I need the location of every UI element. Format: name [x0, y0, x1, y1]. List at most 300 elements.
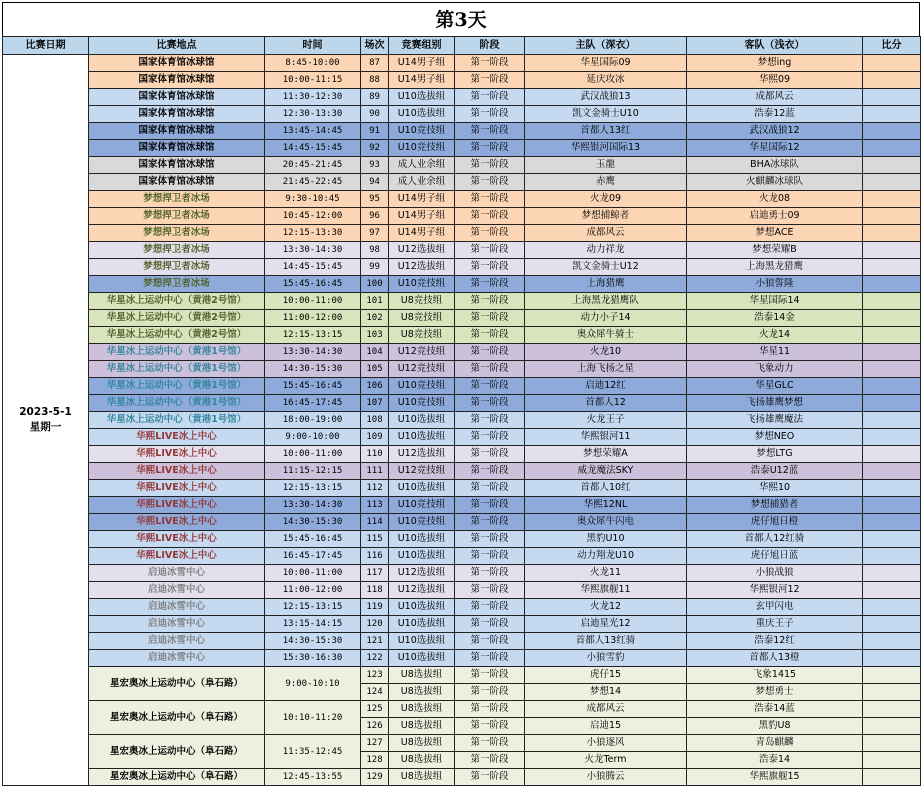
time-cell: 9:30-10:45 [265, 191, 361, 208]
away-team-cell: 华熙09 [687, 72, 863, 89]
away-team-cell: 黑豹U8 [687, 718, 863, 735]
home-team-cell: 武汉战狼13 [525, 89, 687, 106]
venue-cell: 启迪冰雪中心 [89, 582, 265, 599]
game-no-cell: 90 [361, 106, 389, 123]
game-no-cell: 128 [361, 752, 389, 769]
time-cell: 14:45-15:45 [265, 140, 361, 157]
away-team-cell: 飞象动力 [687, 361, 863, 378]
away-team-cell: 浩泰U12蓝 [687, 463, 863, 480]
home-team-cell: 火龙王子 [525, 412, 687, 429]
group-cell: U8选拔组 [389, 752, 455, 769]
table-row [3, 565, 921, 582]
home-team-cell: 梦想捕鲸者 [525, 208, 687, 225]
time-cell: 11:00-12:00 [265, 310, 361, 327]
group-cell: U8选拔组 [389, 769, 455, 786]
group-cell: U10选拔组 [389, 531, 455, 548]
score-cell [863, 293, 921, 310]
group-cell: U12竞技组 [389, 463, 455, 480]
venue-cell: 启迪冰雪中心 [89, 565, 265, 582]
time-cell: 10:00-11:00 [265, 446, 361, 463]
home-team-cell: 延庆攻冰 [525, 72, 687, 89]
stage-cell: 第一阶段 [455, 701, 525, 718]
group-cell: U8选拔组 [389, 684, 455, 701]
stage-cell: 第一阶段 [455, 531, 525, 548]
away-team-cell: 华星国际12 [687, 140, 863, 157]
group-cell: U14男子组 [389, 55, 455, 72]
stage-cell: 第一阶段 [455, 429, 525, 446]
home-team-cell: 凯文金骑士U10 [525, 106, 687, 123]
home-team-cell: 首都人13红 [525, 123, 687, 140]
weekday-value: 星期一 [29, 421, 62, 433]
table-row [3, 480, 921, 497]
col-header-stage: 阶段 [455, 37, 525, 55]
game-no-cell: 105 [361, 361, 389, 378]
venue-cell: 华熙LIVE冰上中心 [89, 463, 265, 480]
venue-cell: 华熙LIVE冰上中心 [89, 429, 265, 446]
time-cell: 12:15-13:15 [265, 327, 361, 344]
away-team-cell: 梦想捕猎者 [687, 497, 863, 514]
table-row [3, 276, 921, 293]
home-team-cell: 火龙11 [525, 565, 687, 582]
home-team-cell: 小狼雪豹 [525, 650, 687, 667]
group-cell: U10选拔组 [389, 429, 455, 446]
home-team-cell: 华熙银河11 [525, 429, 687, 446]
game-no-cell: 117 [361, 565, 389, 582]
game-no-cell: 93 [361, 157, 389, 174]
away-team-cell: 火龙14 [687, 327, 863, 344]
score-cell [863, 463, 921, 480]
game-no-cell: 111 [361, 463, 389, 480]
game-no-cell: 103 [361, 327, 389, 344]
venue-cell: 启迪冰雪中心 [89, 616, 265, 633]
stage-cell: 第一阶段 [455, 412, 525, 429]
stage-cell: 第一阶段 [455, 616, 525, 633]
col-header-away: 客队（浅衣） [687, 37, 863, 55]
time-cell: 10:00-11:00 [265, 565, 361, 582]
stage-cell: 第一阶段 [455, 259, 525, 276]
away-team-cell: 梦想ing [687, 55, 863, 72]
venue-cell: 华星冰上运动中心（黄港1号馆） [89, 361, 265, 378]
time-cell: 13:30-14:30 [265, 497, 361, 514]
home-team-cell: 上海飞扬之星 [525, 361, 687, 378]
group-cell: U12选拔组 [389, 242, 455, 259]
col-header-game-no: 场次 [361, 37, 389, 55]
group-cell: U12选拔组 [389, 446, 455, 463]
group-cell: U10竞技组 [389, 140, 455, 157]
game-no-cell: 106 [361, 378, 389, 395]
time-cell: 10:10-11:20 [265, 701, 361, 735]
game-no-cell: 108 [361, 412, 389, 429]
away-team-cell: 华星11 [687, 344, 863, 361]
game-no-cell: 89 [361, 89, 389, 106]
group-cell: U10选拔组 [389, 480, 455, 497]
venue-cell: 星宏奥冰上运动中心（阜石路） [89, 667, 265, 701]
home-team-cell: 火龙12 [525, 599, 687, 616]
time-cell: 20:45-21:45 [265, 157, 361, 174]
stage-cell: 第一阶段 [455, 633, 525, 650]
away-team-cell: 梦想ACE [687, 225, 863, 242]
table-row [3, 72, 921, 89]
venue-cell: 华星冰上运动中心（黄港2号馆） [89, 310, 265, 327]
score-cell [863, 718, 921, 735]
time-cell: 13:15-14:15 [265, 616, 361, 633]
stage-cell: 第一阶段 [455, 157, 525, 174]
game-no-cell: 122 [361, 650, 389, 667]
away-team-cell: 小狼誓隆 [687, 276, 863, 293]
score-cell [863, 769, 921, 786]
home-team-cell: 火龙10 [525, 344, 687, 361]
venue-cell: 华星冰上运动中心（黄港1号馆） [89, 395, 265, 412]
game-no-cell: 126 [361, 718, 389, 735]
game-no-cell: 99 [361, 259, 389, 276]
game-no-cell: 87 [361, 55, 389, 72]
time-cell: 12:15-13:15 [265, 599, 361, 616]
away-team-cell: 华星GLC [687, 378, 863, 395]
table-row [3, 701, 921, 718]
home-team-cell: 奥众犀牛骑士 [525, 327, 687, 344]
group-cell: 成人业余组 [389, 157, 455, 174]
time-cell: 12:30-13:30 [265, 106, 361, 123]
stage-cell: 第一阶段 [455, 276, 525, 293]
score-cell [863, 72, 921, 89]
game-no-cell: 125 [361, 701, 389, 718]
group-cell: U8选拔组 [389, 701, 455, 718]
stage-cell: 第一阶段 [455, 327, 525, 344]
group-cell: U10选拔组 [389, 616, 455, 633]
away-team-cell: 首都人13橙 [687, 650, 863, 667]
game-no-cell: 127 [361, 735, 389, 752]
stage-cell: 第一阶段 [455, 497, 525, 514]
home-team-cell: 华熙旗舰11 [525, 582, 687, 599]
score-cell [863, 480, 921, 497]
group-cell: U14男子组 [389, 191, 455, 208]
table-row [3, 310, 921, 327]
table-row [3, 191, 921, 208]
score-cell [863, 310, 921, 327]
table-row [3, 344, 921, 361]
game-no-cell: 113 [361, 497, 389, 514]
venue-cell: 国家体育馆冰球馆 [89, 55, 265, 72]
group-cell: U14男子组 [389, 208, 455, 225]
group-cell: U10竞技组 [389, 123, 455, 140]
away-team-cell: 虎仔旭日蓝 [687, 548, 863, 565]
stage-cell: 第一阶段 [455, 718, 525, 735]
table-row [3, 463, 921, 480]
home-team-cell: 上海黑龙猎鹰队 [525, 293, 687, 310]
game-no-cell: 123 [361, 667, 389, 684]
score-cell [863, 89, 921, 106]
score-cell [863, 650, 921, 667]
stage-cell: 第一阶段 [455, 599, 525, 616]
time-cell: 14:30-15:30 [265, 514, 361, 531]
score-cell [863, 157, 921, 174]
game-no-cell: 114 [361, 514, 389, 531]
score-cell [863, 752, 921, 769]
game-no-cell: 88 [361, 72, 389, 89]
score-cell [863, 565, 921, 582]
table-row [3, 582, 921, 599]
stage-cell: 第一阶段 [455, 684, 525, 701]
table-row [3, 327, 921, 344]
score-cell [863, 259, 921, 276]
stage-cell: 第一阶段 [455, 72, 525, 89]
home-team-cell: 首都人10红 [525, 480, 687, 497]
stage-cell: 第一阶段 [455, 667, 525, 684]
away-team-cell: 火麒麟冰球队 [687, 174, 863, 191]
table-row [3, 259, 921, 276]
game-no-cell: 115 [361, 531, 389, 548]
table-row [3, 599, 921, 616]
group-cell: U8竞技组 [389, 327, 455, 344]
venue-cell: 国家体育馆冰球馆 [89, 174, 265, 191]
col-header-score: 比分 [863, 37, 921, 55]
game-no-cell: 116 [361, 548, 389, 565]
venue-cell: 国家体育馆冰球馆 [89, 157, 265, 174]
table-row [3, 378, 921, 395]
score-cell [863, 174, 921, 191]
group-cell: U14男子组 [389, 72, 455, 89]
table-row [3, 531, 921, 548]
away-team-cell: 浩泰14 [687, 752, 863, 769]
home-team-cell: 成都风云 [525, 225, 687, 242]
col-header-group: 竞赛组别 [389, 37, 455, 55]
venue-cell: 启迪冰雪中心 [89, 650, 265, 667]
away-team-cell: 华星国际14 [687, 293, 863, 310]
time-cell: 10:00-11:00 [265, 293, 361, 310]
home-team-cell: 虎仔15 [525, 667, 687, 684]
away-team-cell: 梦想NEO [687, 429, 863, 446]
home-team-cell: 梦想荣耀A [525, 446, 687, 463]
venue-cell: 梦想捍卫者冰场 [89, 208, 265, 225]
table-row [3, 208, 921, 225]
stage-cell: 第一阶段 [455, 650, 525, 667]
group-cell: U14男子组 [389, 225, 455, 242]
group-cell: U8选拔组 [389, 718, 455, 735]
col-header-venue: 比赛地点 [89, 37, 265, 55]
home-team-cell: 赤鹰 [525, 174, 687, 191]
stage-cell: 第一阶段 [455, 310, 525, 327]
group-cell: U10竞技组 [389, 514, 455, 531]
away-team-cell: 成都风云 [687, 89, 863, 106]
home-team-cell: 威龙魔法SKY [525, 463, 687, 480]
venue-cell: 华熙LIVE冰上中心 [89, 480, 265, 497]
time-cell: 16:45-17:45 [265, 395, 361, 412]
stage-cell: 第一阶段 [455, 735, 525, 752]
table-row [3, 140, 921, 157]
time-cell: 12:15-13:15 [265, 480, 361, 497]
game-no-cell: 119 [361, 599, 389, 616]
home-team-cell: 小狼腾云 [525, 769, 687, 786]
table-row [3, 446, 921, 463]
time-cell: 15:45-16:45 [265, 531, 361, 548]
stage-cell: 第一阶段 [455, 191, 525, 208]
home-team-cell: 启迪15 [525, 718, 687, 735]
away-team-cell: 华熙银河12 [687, 582, 863, 599]
table-row [3, 106, 921, 123]
game-no-cell: 110 [361, 446, 389, 463]
table-row [3, 55, 921, 72]
stage-cell: 第一阶段 [455, 480, 525, 497]
score-cell [863, 395, 921, 412]
stage-cell: 第一阶段 [455, 225, 525, 242]
score-cell [863, 446, 921, 463]
table-row [3, 293, 921, 310]
venue-cell: 华熙LIVE冰上中心 [89, 548, 265, 565]
venue-cell: 华星冰上运动中心（黄港2号馆） [89, 327, 265, 344]
score-cell [863, 633, 921, 650]
schedule-body [3, 55, 921, 786]
home-team-cell: 小狼逐风 [525, 735, 687, 752]
group-cell: U10选拔组 [389, 599, 455, 616]
group-cell: 成人业余组 [389, 174, 455, 191]
stage-cell: 第一阶段 [455, 140, 525, 157]
table-row [3, 412, 921, 429]
score-cell [863, 55, 921, 72]
away-team-cell: 飞扬雄鹰梦想 [687, 395, 863, 412]
table-row [3, 769, 921, 786]
stage-cell: 第一阶段 [455, 174, 525, 191]
home-team-cell: 启迪星光12 [525, 616, 687, 633]
time-cell: 21:45-22:45 [265, 174, 361, 191]
game-no-cell: 100 [361, 276, 389, 293]
stage-cell: 第一阶段 [455, 565, 525, 582]
venue-cell: 梦想捍卫者冰场 [89, 191, 265, 208]
home-team-cell: 动力小子14 [525, 310, 687, 327]
time-cell: 14:45-15:45 [265, 259, 361, 276]
score-cell [863, 684, 921, 701]
game-no-cell: 98 [361, 242, 389, 259]
stage-cell: 第一阶段 [455, 361, 525, 378]
table-row [3, 395, 921, 412]
game-no-cell: 129 [361, 769, 389, 786]
score-cell [863, 191, 921, 208]
away-team-cell: 梦想LTG [687, 446, 863, 463]
home-team-cell: 梦想14 [525, 684, 687, 701]
time-cell: 13:45-14:45 [265, 123, 361, 140]
game-no-cell: 92 [361, 140, 389, 157]
table-row [3, 735, 921, 752]
venue-cell: 国家体育馆冰球馆 [89, 72, 265, 89]
game-no-cell: 112 [361, 480, 389, 497]
time-cell: 13:30-14:30 [265, 344, 361, 361]
venue-cell: 华星冰上运动中心（黄港1号馆） [89, 378, 265, 395]
score-cell [863, 701, 921, 718]
home-team-cell: 首都人13红骑 [525, 633, 687, 650]
col-header-home: 主队（深衣） [525, 37, 687, 55]
score-cell [863, 429, 921, 446]
away-team-cell: 小狼战狼 [687, 565, 863, 582]
away-team-cell: 玄甲闪电 [687, 599, 863, 616]
time-cell: 15:45-16:45 [265, 378, 361, 395]
table-row [3, 497, 921, 514]
stage-cell: 第一阶段 [455, 242, 525, 259]
schedule-sheet [2, 2, 920, 788]
venue-cell: 华星冰上运动中心（黄港1号馆） [89, 344, 265, 361]
home-team-cell: 华熙12NL [525, 497, 687, 514]
away-team-cell: 上海黑龙猎鹰 [687, 259, 863, 276]
venue-cell: 星宏奥冰上运动中心（阜石路） [89, 769, 265, 786]
game-no-cell: 96 [361, 208, 389, 225]
venue-cell: 梦想捍卫者冰场 [89, 276, 265, 293]
venue-cell: 星宏奥冰上运动中心（阜石路） [89, 735, 265, 769]
stage-cell: 第一阶段 [455, 89, 525, 106]
header-row [3, 37, 921, 55]
table-row [3, 157, 921, 174]
time-cell: 8:45-10:00 [265, 55, 361, 72]
away-team-cell: 飞扬雄鹰魔法 [687, 412, 863, 429]
time-cell: 11:35-12:45 [265, 735, 361, 769]
game-no-cell: 109 [361, 429, 389, 446]
away-team-cell: 梦想勇士 [687, 684, 863, 701]
home-team-cell: 首都人12 [525, 395, 687, 412]
home-team-cell: 火龙09 [525, 191, 687, 208]
table-row [3, 633, 921, 650]
game-no-cell: 102 [361, 310, 389, 327]
group-cell: U12选拔组 [389, 565, 455, 582]
score-cell [863, 327, 921, 344]
stage-cell: 第一阶段 [455, 208, 525, 225]
group-cell: U10竞技组 [389, 276, 455, 293]
away-team-cell: 火龙08 [687, 191, 863, 208]
time-cell: 13:30-14:30 [265, 242, 361, 259]
score-cell [863, 208, 921, 225]
home-team-cell: 玉龍 [525, 157, 687, 174]
group-cell: U8选拔组 [389, 667, 455, 684]
time-cell: 14:30-15:30 [265, 361, 361, 378]
col-header-date: 比赛日期 [3, 37, 89, 55]
group-cell: U10竞技组 [389, 497, 455, 514]
game-no-cell: 97 [361, 225, 389, 242]
game-no-cell: 118 [361, 582, 389, 599]
time-cell: 9:00-10:10 [265, 667, 361, 701]
game-no-cell: 94 [361, 174, 389, 191]
group-cell: U10选拔组 [389, 106, 455, 123]
venue-cell: 华熙LIVE冰上中心 [89, 531, 265, 548]
group-cell: U10竞技组 [389, 378, 455, 395]
game-no-cell: 121 [361, 633, 389, 650]
stage-cell: 第一阶段 [455, 769, 525, 786]
time-cell: 10:00-11:15 [265, 72, 361, 89]
venue-cell: 华星冰上运动中心（黄港1号馆） [89, 412, 265, 429]
stage-cell: 第一阶段 [455, 293, 525, 310]
group-cell: U12选拔组 [389, 582, 455, 599]
group-cell: U10选拔组 [389, 412, 455, 429]
away-team-cell: 青岛麒麟 [687, 735, 863, 752]
game-no-cell: 107 [361, 395, 389, 412]
home-team-cell: 凯文金骑士U12 [525, 259, 687, 276]
table-row [3, 242, 921, 259]
time-cell: 9:00-10:00 [265, 429, 361, 446]
score-cell [863, 497, 921, 514]
time-cell: 18:00-19:00 [265, 412, 361, 429]
group-cell: U12竞技组 [389, 361, 455, 378]
score-cell [863, 735, 921, 752]
table-row [3, 123, 921, 140]
time-cell: 11:00-12:00 [265, 582, 361, 599]
group-cell: U10选拔组 [389, 89, 455, 106]
stage-cell: 第一阶段 [455, 55, 525, 72]
group-cell: U10竞技组 [389, 395, 455, 412]
group-cell: U12选拔组 [389, 259, 455, 276]
stage-cell: 第一阶段 [455, 378, 525, 395]
stage-cell: 第一阶段 [455, 106, 525, 123]
venue-cell: 梦想捍卫者冰场 [89, 242, 265, 259]
time-cell: 12:45-13:55 [265, 769, 361, 786]
stage-cell: 第一阶段 [455, 344, 525, 361]
table-row [3, 89, 921, 106]
home-team-cell: 华熙银河国际13 [525, 140, 687, 157]
away-team-cell: 启迪勇士09 [687, 208, 863, 225]
